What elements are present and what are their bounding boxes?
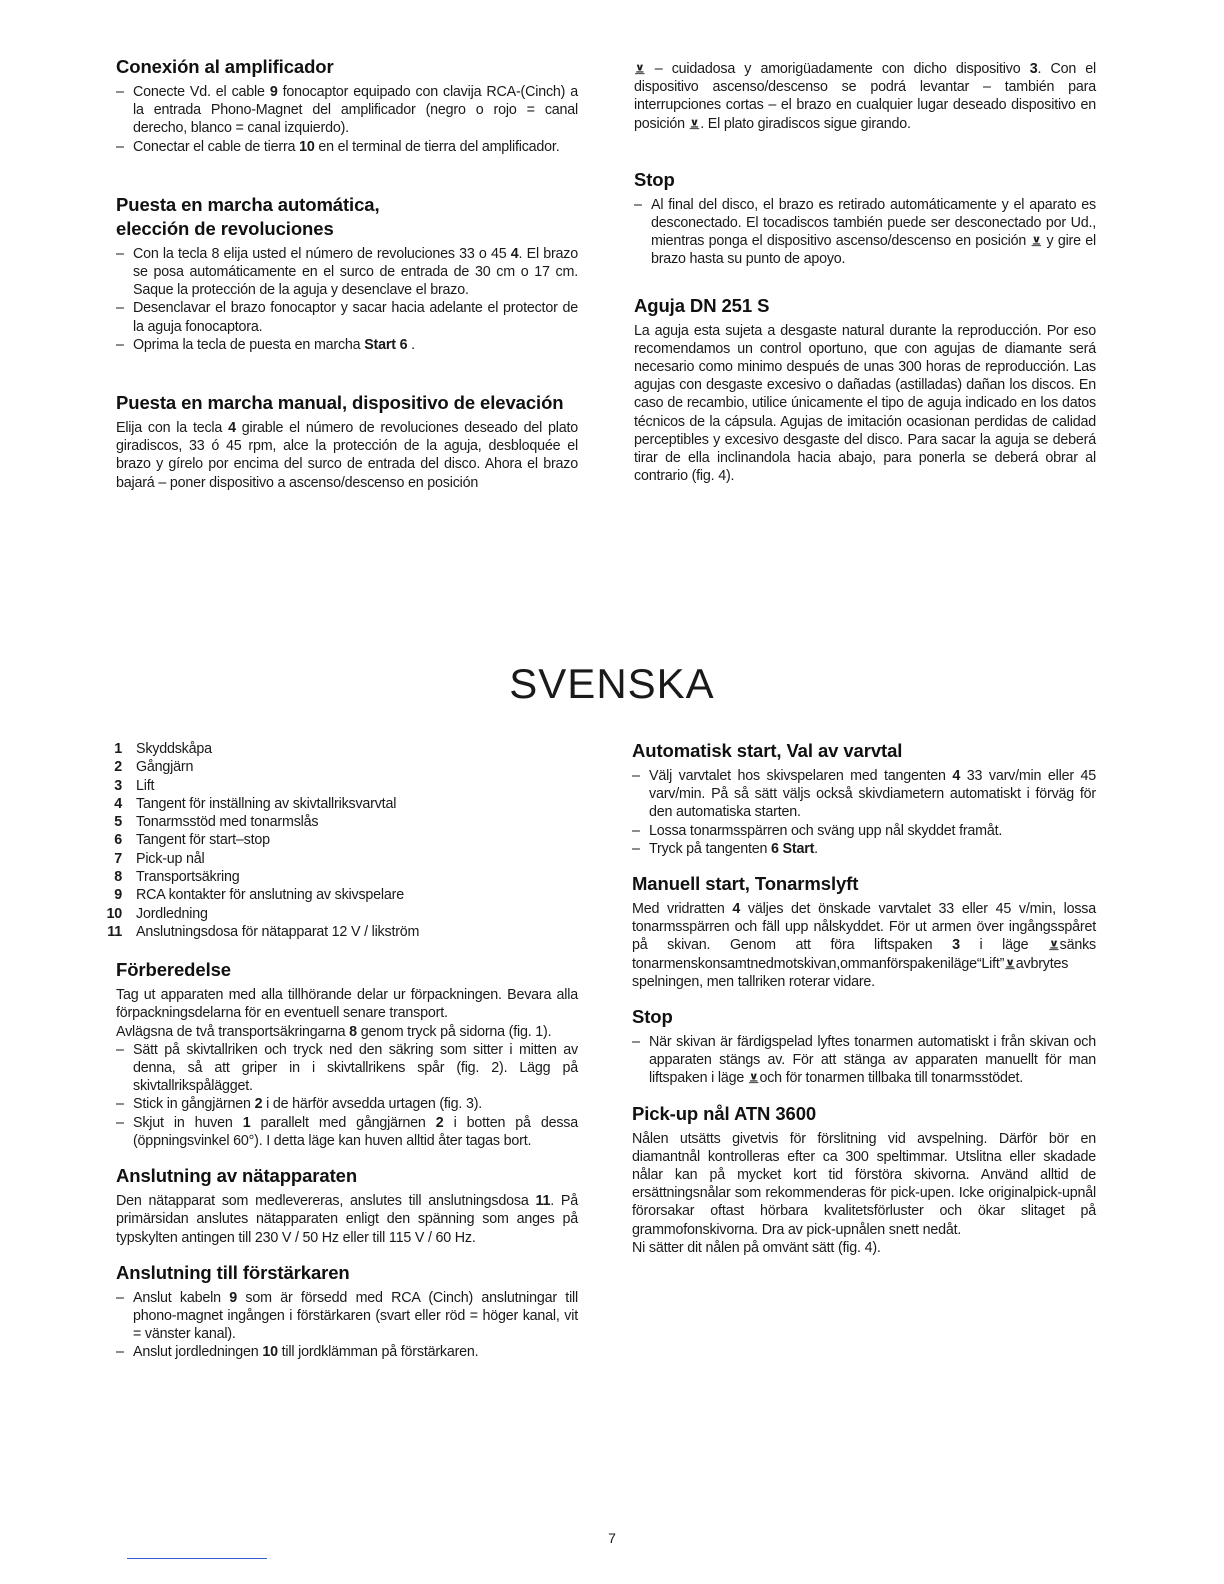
section-manual-es xyxy=(116,392,578,492)
section-auto-es xyxy=(116,194,578,354)
section-stop-sv xyxy=(632,1006,1096,1088)
part-number: 9 xyxy=(114,887,122,904)
list-item: – Desenclavar el brazo fonocaptor y sacar hacia adelante el protector de la aguja fonocaptora. xyxy=(116,299,578,335)
lift-position-icon: ⊻ xyxy=(689,117,700,130)
part-number: 3 xyxy=(114,777,122,794)
section-manual-sv xyxy=(632,873,1096,991)
parts-list-item xyxy=(116,740,578,758)
paragraph-manual-es-part1: Elija con la tecla 4 girable el número de revoluciones deseado del plato giradiscos, 33 ó 45 rpm, alce la protección de la aguja, desbloquée el brazo y gírelo por encima del surco de entrada del disco. Ahora el brazo bajará – poner dispositivo a ascenso/descenso en posición xyxy=(116,420,578,491)
paragraph-needle-sv-2: Ni sätter dit nålen på omvänt sätt (fig. 4). xyxy=(632,1239,881,1256)
section-auto-sv xyxy=(632,740,1096,858)
section-amp-sv xyxy=(116,1262,578,1362)
parts-list-item xyxy=(106,905,578,923)
paragraph-needle-es: La aguja esta sujeta a desgaste natural durante la reproducción. Por eso recomendamos un control oportuno, que con agujas de diamante será necesario como minimo después de unas 300 horas de reproducción. Las agujas con desgaste excesivo o dañadas (astilladas) dañan los discos. En caso de recambio, utilice únicamente el tipo de aguja indicado en los datos técnicos de la cápsula. Agujas de imitación ocasionan perdidas de calidad perceptibles y excesivo desgaste del disco. Para sacar la aguja se deberá tirar de ella inclinandola hacia abajo, para ponerla se deberá obrar al contrario (fig. 4). xyxy=(634,322,1096,485)
heading-manual-sv: Manuell start, Tonarmslyft xyxy=(632,873,859,895)
lift-position-icon: ⊻ xyxy=(748,1072,759,1085)
section-amp-es xyxy=(116,56,578,156)
parts-list-item xyxy=(116,795,578,813)
language-heading: SVENSKA xyxy=(509,660,715,707)
paragraph-manual-sv: Med vridratten 4 väljes det önskade varvtalet 33 eller 45 v/min, lossa tonarmsspärren och fäll upp nålskyddet. För ut armen över ingångsspåret på skivan. Genom att föra liftspaken 3 i läge ⊻sänks tonarmenskonsamtnedmotskivan,ommanförspakeniläge“Lift”⊻avbrytes spelningen, men tallriken roterar vidare. xyxy=(632,901,1096,990)
part-label: Tonarmsstöd med tonarmslås xyxy=(136,814,319,831)
part-label: Skyddskåpa xyxy=(136,741,212,757)
parts-list-item xyxy=(116,886,578,904)
part-label: Transportsäkring xyxy=(136,869,240,886)
list-item: – Al final del disco, el brazo es retirado automáticamente y el aparato es desconectado. El tocadiscos también puede ser desconectado por Ud., mientras ponga el dispositivo ascenso/descenso en posición ⊻ y gire el brazo hasta su punto de apoyo. xyxy=(634,196,1096,269)
parts-list-item xyxy=(116,831,578,849)
heading-auto-es-line1: Puesta en marcha automática, xyxy=(116,193,380,215)
part-label: Tangent för start–stop xyxy=(136,832,270,849)
list-item: – Con la tecla 8 elija usted el número de revoluciones 33 o 45 4. El brazo se posa automáticamente en el surco de entrada de 30 cm o 17 cm. Saque la protección de la aguja y desenclave el brazo. xyxy=(116,245,578,300)
part-number: 11 xyxy=(107,923,122,940)
lift-position-icon: ⊻ xyxy=(635,63,645,75)
parts-list-item xyxy=(107,923,578,941)
paragraph-prep-sv-2: Avlägsna de två transportsäkringarna 8 genom tryck på sidorna (fig. 1). xyxy=(116,1023,552,1040)
parts-list-item xyxy=(116,777,578,795)
list-item: – Conecte Vd. el cable 9 fonocaptor equipado con clavija RCA-(Cinch) a la entrada Phono-Magnet del amplificador (negro o rojo = canal derecho, blanco = canal izquierdo). xyxy=(116,83,578,138)
lift-position-icon: ⊻ xyxy=(1005,957,1015,970)
paragraph-manual-es-part2: ⊻ – cuidadosa y amorigüadamente con dicho dispositivo 3. Con el dispositivo ascenso/descenso se podrá levantar – también para interrupciones cortas – el brazo en cualquier lugar deseado dispositivo en posición ⊻. El plato giradiscos sigue girando. xyxy=(634,61,1097,132)
heading-auto-es-line2: elección de revoluciones xyxy=(116,217,334,239)
parts-list-item xyxy=(116,850,578,868)
swedish-left-column xyxy=(106,740,579,1377)
heading-needle-es: Aguja DN 251 S xyxy=(634,294,770,316)
list-auto-es xyxy=(116,245,578,354)
heading-manual-es: Puesta en marcha manual, dispositivo de elevación xyxy=(116,392,564,414)
list-amp-es xyxy=(116,83,578,156)
section-needle-sv xyxy=(632,1103,1096,1257)
list-item: – Sätt på skivtallriken och tryck ned den säkring som sitter i mitten av denna, så att griper in i skivtallrikens spår (fig. 2). Lägg på skivtallrikspålägget. xyxy=(116,1041,578,1096)
list-item: – Lossa tonarmsspärren och sväng upp nål skyddet framåt. xyxy=(632,822,1096,840)
parts-list-item xyxy=(116,758,578,776)
part-label: RCA kontakter för anslutning av skivspelare xyxy=(136,887,404,904)
paragraph-needle-sv-1: Nålen utsätts givetvis för förslitning vid avspelning. Därför bör en diamantnål kontrolleras efter ca 300 speltimmar. Utslitna eller skadade nålar kan på mycket kort tid förstöra skivorna. Använd alltid de ersättningsnålar som rekommenderas för pick-upen. Icke originalpick-upnål förorsakar oftast hörbara kvalitetsförluster och ökar slitaget på grammofonskivorna. Dra av pick-upnålen snett nedåt. xyxy=(632,1130,1096,1238)
page-number: 7 xyxy=(608,1530,616,1546)
section-prep-sv xyxy=(116,959,578,1150)
part-label: Pick-up nål xyxy=(136,850,205,867)
list-item: – Oprima la tecla de puesta en marcha Start 6 . xyxy=(116,336,578,354)
part-number: 8 xyxy=(114,869,122,886)
list-item: – Anslut jordledningen 10 till jordklämman på förstärkaren. xyxy=(116,1343,578,1361)
heading-power-sv: Anslutning av nätapparaten xyxy=(116,1165,358,1187)
list-item: – Välj varvtalet hos skivspelaren med tangenten 4 33 varv/min eller 45 varv/min. På så sätt väljs också skivdiametern automatiskt i förväg för den automatiska starten. xyxy=(632,767,1096,822)
part-number: 10 xyxy=(106,905,122,922)
list-amp-sv xyxy=(116,1289,578,1362)
spanish-left-column xyxy=(116,56,578,518)
list-item: – Tryck på tangenten 6 Start. xyxy=(632,840,1096,858)
paragraph-prep-sv-1: Tag ut apparaten med alla tillhörande delar ur förpackningen. Bevara alla förpackningsdelarna för en eventuell senare transport. xyxy=(116,987,578,1022)
heading-prep-sv: Förberedelse xyxy=(116,959,231,981)
part-number: 7 xyxy=(114,850,122,867)
list-prep-sv xyxy=(116,1041,578,1150)
list-item: – Skjut in huven 1 parallelt med gångjärnen 2 i botten på dessa (öppningsvinkel 60°). I detta läge kan huven alltid åter tagas bort. xyxy=(116,1114,578,1150)
part-number: 6 xyxy=(114,832,122,849)
section-needle-es xyxy=(634,295,1096,486)
footnote-rule xyxy=(127,1558,267,1559)
part-number: 5 xyxy=(114,814,122,831)
part-label: Tangent för inställning av skivtallriksvarvtal xyxy=(136,795,397,812)
part-label: Lift xyxy=(136,777,155,794)
heading-amp-es: Conexión al amplificador xyxy=(116,56,334,77)
list-item: – När skivan är färdigspelad lyftes tonarmen automatiskt i från skivan och apparaten stängs av. För att stänga av apparaten manuellt för man liftspaken i läge ⊻och för tonarmen tillbaka till tonarmsstödet. xyxy=(632,1033,1096,1088)
parts-list-item xyxy=(116,868,578,886)
list-item: – Conectar el cable de tierra 10 en el terminal de tierra del amplificador. xyxy=(116,138,578,156)
part-label: Jordledning xyxy=(136,905,208,922)
list-stop-sv xyxy=(632,1033,1096,1088)
section-power-sv xyxy=(116,1165,578,1247)
heading-amp-sv: Anslutning till förstärkaren xyxy=(116,1261,350,1283)
part-label: Gångjärn xyxy=(136,759,194,776)
list-auto-sv xyxy=(632,767,1096,858)
list-item: – Stick in gångjärnen 2 i de härför avsedda urtagen (fig. 3). xyxy=(116,1095,578,1113)
lift-position-icon: ⊻ xyxy=(1049,939,1059,952)
part-label: Anslutningsdosa för nätapparat 12 V / likström xyxy=(136,923,420,940)
heading-stop-sv: Stop xyxy=(632,1006,673,1028)
spanish-right-column xyxy=(634,60,1096,511)
parts-list-item xyxy=(116,813,578,831)
lift-position-icon: ⊻ xyxy=(1031,235,1042,248)
paragraph-power-sv: Den nätapparat som medlevereras, anslutes till anslutningsdosa 11. På primärsidan anslutes nätapparaten enligt den spänning som anges på typskylten antingen till 230 V / 50 Hz eller till 115 V / 60 Hz. xyxy=(116,1193,578,1246)
heading-stop-es: Stop xyxy=(634,168,675,190)
part-number: 2 xyxy=(114,759,122,776)
part-number: 4 xyxy=(114,795,122,812)
heading-needle-sv: Pick-up nål ATN 3600 xyxy=(632,1102,817,1124)
list-item: – Anslut kabeln 9 som är försedd med RCA (Cinch) anslutningar till phono-magnet ingången i förstärkaren (svart eller röd = höger kanal, vit = vänster kanal). xyxy=(116,1289,578,1344)
swedish-right-column xyxy=(632,740,1096,1272)
section-manual-es-cont xyxy=(634,60,1096,133)
parts-list xyxy=(106,740,578,941)
part-number: 1 xyxy=(114,741,122,757)
section-stop-es xyxy=(634,169,1096,269)
list-stop-es xyxy=(634,196,1096,269)
heading-auto-sv: Automatisk start, Val av varvtal xyxy=(632,740,903,761)
